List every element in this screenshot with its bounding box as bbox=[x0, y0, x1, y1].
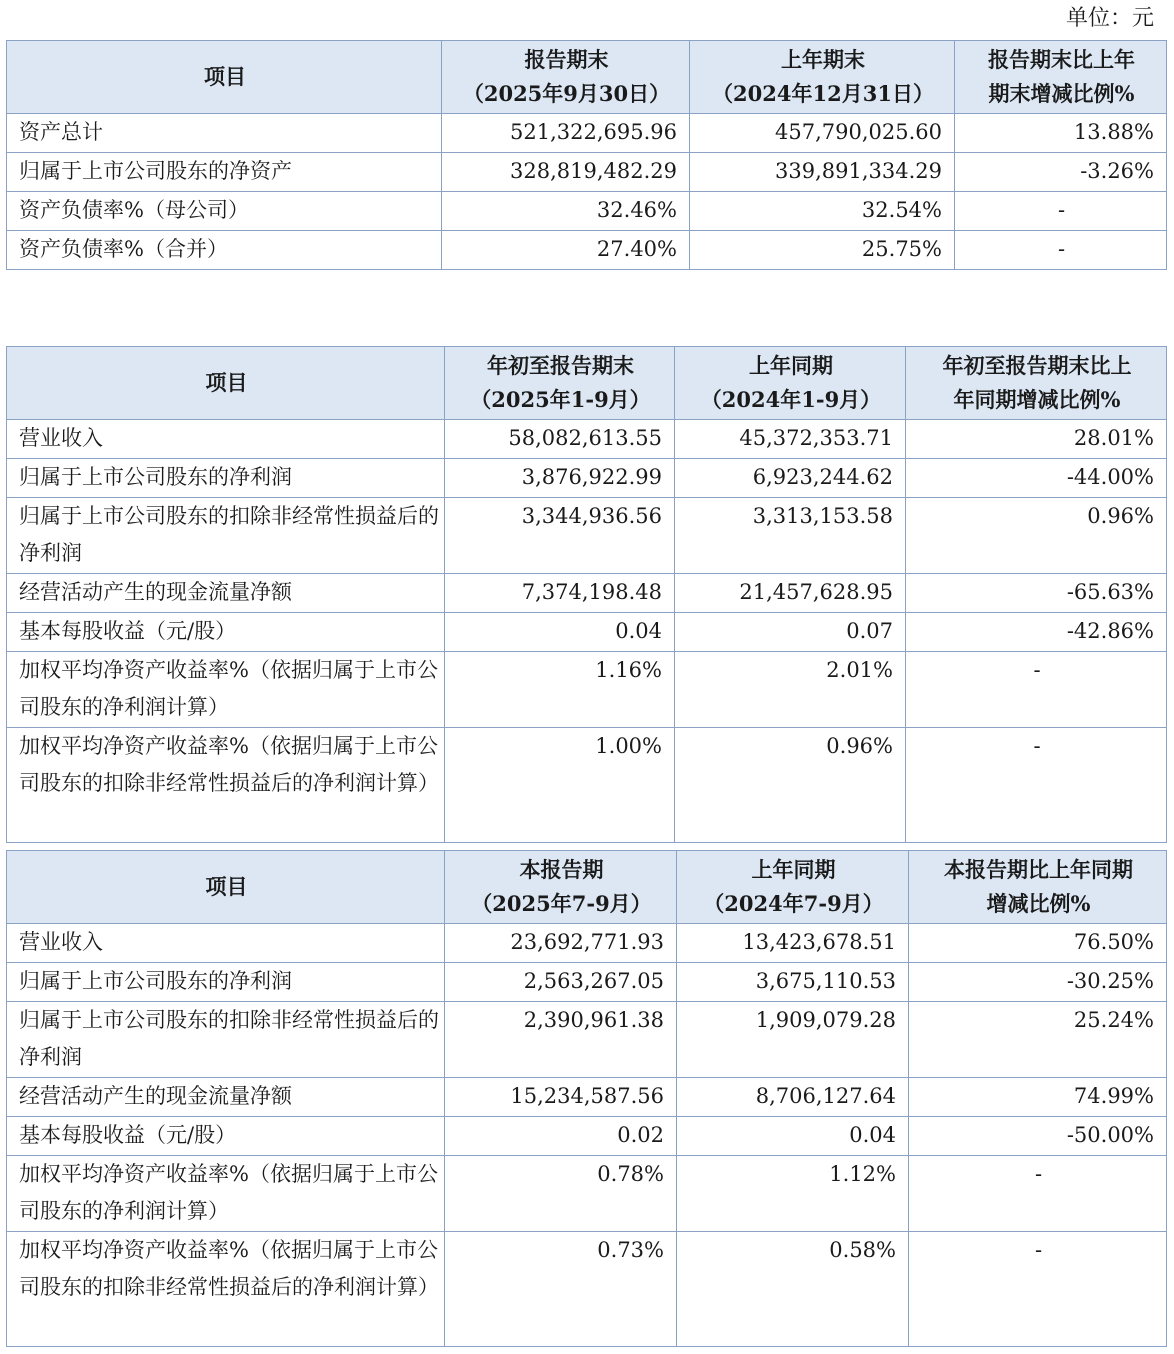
header-col-1: 年初至报告期末 （2025年1-9月） bbox=[445, 347, 675, 420]
header-col-3: 本报告期比上年同期 增减比例% bbox=[909, 851, 1167, 924]
cell-value: 23,692,771.93 bbox=[445, 924, 677, 963]
cell-value: 27.40% bbox=[442, 231, 690, 270]
row-label: 加权平均净资产收益率%（依据归属于上市公司股东的扣除非经常性损益后的净利润计算） bbox=[7, 728, 445, 843]
header-row bbox=[7, 41, 1167, 114]
cell-value: -3.26% bbox=[955, 153, 1167, 192]
cell-value: -30.25% bbox=[909, 963, 1167, 1002]
table-row bbox=[7, 1078, 1167, 1117]
cell-value: 0.02 bbox=[445, 1117, 677, 1156]
cell-value: 2,563,267.05 bbox=[445, 963, 677, 1002]
table-row bbox=[7, 153, 1167, 192]
cell-value: 0.58% bbox=[677, 1232, 909, 1347]
row-label: 资产负债率%（母公司） bbox=[7, 192, 442, 231]
cell-value: -50.00% bbox=[909, 1117, 1167, 1156]
cell-value: 3,675,110.53 bbox=[677, 963, 909, 1002]
table-row bbox=[7, 613, 1167, 652]
row-label: 基本每股收益（元/股） bbox=[7, 1117, 445, 1156]
cell-value: 45,372,353.71 bbox=[675, 420, 906, 459]
cell-value: - bbox=[909, 1232, 1167, 1347]
cell-value: 457,790,025.60 bbox=[690, 114, 955, 153]
cell-value: 0.96% bbox=[906, 498, 1167, 574]
quarter-performance-table bbox=[6, 850, 1167, 1347]
header-row bbox=[7, 851, 1167, 924]
cell-value: -65.63% bbox=[906, 574, 1167, 613]
cell-value: 339,891,334.29 bbox=[690, 153, 955, 192]
cell-value: 2,390,961.38 bbox=[445, 1002, 677, 1078]
cell-value: 1.12% bbox=[677, 1156, 909, 1232]
cell-value: 1,909,079.28 bbox=[677, 1002, 909, 1078]
row-label: 加权平均净资产收益率%（依据归属于上市公司股东的净利润计算） bbox=[7, 652, 445, 728]
row-label: 归属于上市公司股东的扣除非经常性损益后的净利润 bbox=[7, 498, 445, 574]
cell-value: 1.16% bbox=[445, 652, 675, 728]
row-label: 资产负债率%（合并） bbox=[7, 231, 442, 270]
header-col-2: 上年同期 （2024年1-9月） bbox=[675, 347, 906, 420]
row-label: 归属于上市公司股东的扣除非经常性损益后的净利润 bbox=[7, 1002, 445, 1078]
cell-value: 0.78% bbox=[445, 1156, 677, 1232]
cell-value: 328,819,482.29 bbox=[442, 153, 690, 192]
table-row bbox=[7, 924, 1167, 963]
row-label: 归属于上市公司股东的净资产 bbox=[7, 153, 442, 192]
header-col-1: 本报告期 （2025年7-9月） bbox=[445, 851, 677, 924]
cell-value: - bbox=[955, 192, 1167, 231]
cell-value: - bbox=[906, 728, 1167, 843]
ytd-performance-table bbox=[6, 346, 1167, 843]
cell-value: 25.24% bbox=[909, 1002, 1167, 1078]
cell-value: 2.01% bbox=[675, 652, 906, 728]
cell-value: 74.99% bbox=[909, 1078, 1167, 1117]
unit-label: 单位：元 bbox=[1065, 6, 1154, 31]
cell-value: 0.07 bbox=[675, 613, 906, 652]
table-row bbox=[7, 1002, 1167, 1078]
table-row bbox=[7, 1232, 1167, 1347]
row-label: 资产总计 bbox=[7, 114, 442, 153]
row-label: 加权平均净资产收益率%（依据归属于上市公司股东的扣除非经常性损益后的净利润计算） bbox=[7, 1232, 445, 1347]
row-label: 经营活动产生的现金流量净额 bbox=[7, 1078, 445, 1117]
table-row bbox=[7, 728, 1167, 843]
cell-value: - bbox=[955, 231, 1167, 270]
header-col-3: 年初至报告期末比上 年同期增减比例% bbox=[906, 347, 1167, 420]
cell-value: 25.75% bbox=[690, 231, 955, 270]
cell-value: 0.04 bbox=[445, 613, 675, 652]
cell-value: 13,423,678.51 bbox=[677, 924, 909, 963]
header-col-2: 上年期末 （2024年12月31日） bbox=[690, 41, 955, 114]
table-row bbox=[7, 420, 1167, 459]
table-row bbox=[7, 652, 1167, 728]
header-item: 项目 bbox=[7, 851, 445, 924]
balance-summary-table bbox=[6, 40, 1167, 270]
row-label: 营业收入 bbox=[7, 420, 445, 459]
table-row bbox=[7, 192, 1167, 231]
cell-value: 58,082,613.55 bbox=[445, 420, 675, 459]
table-row bbox=[7, 963, 1167, 1002]
header-col-1: 报告期末 （2025年9月30日） bbox=[442, 41, 690, 114]
cell-value: - bbox=[906, 652, 1167, 728]
header-item: 项目 bbox=[7, 41, 442, 114]
table-row bbox=[7, 1117, 1167, 1156]
cell-value: 6,923,244.62 bbox=[675, 459, 906, 498]
cell-value: 1.00% bbox=[445, 728, 675, 843]
row-label: 经营活动产生的现金流量净额 bbox=[7, 574, 445, 613]
cell-value: 32.54% bbox=[690, 192, 955, 231]
table-row bbox=[7, 1156, 1167, 1232]
cell-value: 3,313,153.58 bbox=[675, 498, 906, 574]
cell-value: 13.88% bbox=[955, 114, 1167, 153]
cell-value: 3,344,936.56 bbox=[445, 498, 675, 574]
cell-value: 32.46% bbox=[442, 192, 690, 231]
header-col-3: 报告期末比上年 期末增减比例% bbox=[955, 41, 1167, 114]
row-label: 基本每股收益（元/股） bbox=[7, 613, 445, 652]
row-label: 归属于上市公司股东的净利润 bbox=[7, 459, 445, 498]
cell-value: 3,876,922.99 bbox=[445, 459, 675, 498]
table-row bbox=[7, 498, 1167, 574]
cell-value: 0.04 bbox=[677, 1117, 909, 1156]
cell-value: 15,234,587.56 bbox=[445, 1078, 677, 1117]
cell-value: 521,322,695.96 bbox=[442, 114, 690, 153]
cell-value: 21,457,628.95 bbox=[675, 574, 906, 613]
cell-value: 0.73% bbox=[445, 1232, 677, 1347]
table-row bbox=[7, 231, 1167, 270]
table-row bbox=[7, 459, 1167, 498]
cell-value: -42.86% bbox=[906, 613, 1167, 652]
header-item: 项目 bbox=[7, 347, 445, 420]
cell-value: 76.50% bbox=[909, 924, 1167, 963]
header-row bbox=[7, 347, 1167, 420]
cell-value: 8,706,127.64 bbox=[677, 1078, 909, 1117]
row-label: 加权平均净资产收益率%（依据归属于上市公司股东的净利润计算） bbox=[7, 1156, 445, 1232]
header-col-2: 上年同期 （2024年7-9月） bbox=[677, 851, 909, 924]
table-row bbox=[7, 114, 1167, 153]
cell-value: 0.96% bbox=[675, 728, 906, 843]
cell-value: 7,374,198.48 bbox=[445, 574, 675, 613]
row-label: 归属于上市公司股东的净利润 bbox=[7, 963, 445, 1002]
cell-value: -44.00% bbox=[906, 459, 1167, 498]
cell-value: - bbox=[909, 1156, 1167, 1232]
cell-value: 28.01% bbox=[906, 420, 1167, 459]
table-row bbox=[7, 574, 1167, 613]
row-label: 营业收入 bbox=[7, 924, 445, 963]
